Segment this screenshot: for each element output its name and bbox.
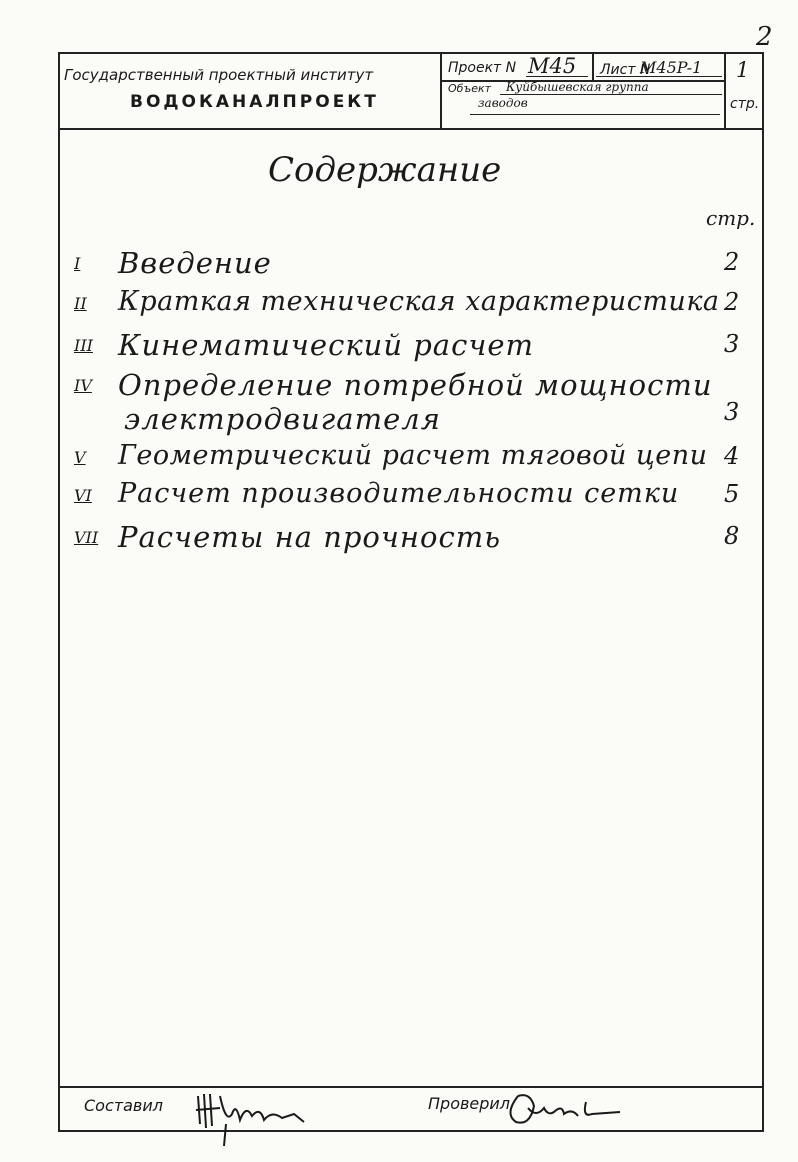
project-value: M45: [528, 54, 577, 78]
sheet-corner-number: 2: [756, 22, 773, 52]
object-value-line2: заводов: [478, 96, 528, 110]
page-label: стр.: [730, 96, 760, 112]
toc-item: [74, 286, 754, 326]
toc-item: [74, 478, 754, 518]
toc-item: [74, 520, 754, 560]
toc-item-number: V: [74, 448, 86, 467]
toc-item-page: 2: [724, 248, 740, 276]
title-block-bottom-line: [58, 128, 764, 130]
toc-item-text: Определение потребной мощности: [118, 368, 713, 402]
footer-line: [58, 1086, 764, 1088]
object-value-line1: Куйбышевская группа: [506, 80, 649, 94]
toc-item-page: 3: [724, 330, 740, 358]
toc-item-text: Краткая техническая характеристика: [118, 286, 720, 317]
toc-item-text: Расчет производительности сетки: [118, 478, 680, 509]
toc-item-number: III: [74, 336, 93, 355]
checked-by-signature: [500, 1084, 630, 1134]
toc-item-number: II: [74, 294, 87, 313]
toc-item-text: Введение: [118, 246, 272, 280]
toc-item-number: I: [74, 254, 81, 273]
institute-name: Государственный проектный институт: [64, 66, 374, 84]
toc-item-number: VI: [74, 486, 92, 505]
toc-item-text: Расчеты на прочность: [118, 520, 502, 554]
toc-page-column-label: стр.: [706, 206, 756, 230]
toc-item-text: Кинематический расчет: [118, 328, 535, 362]
toc-item-page: 5: [724, 480, 740, 508]
checked-by-label: Проверил: [428, 1094, 511, 1113]
institute-title: ВОДОКАНАЛПРОЕКТ: [130, 92, 379, 112]
toc-title: Содержание: [268, 150, 502, 190]
sheet-label: Лист N: [600, 62, 651, 78]
toc-item-page: 3: [724, 398, 740, 426]
sheet-value: M45P-1: [640, 58, 703, 77]
compiled-by-signature: [190, 1084, 320, 1148]
toc-item-number: VII: [74, 528, 99, 547]
object-underline-1: [500, 94, 722, 95]
toc-item-page: 4: [724, 442, 740, 470]
toc-item-number: IV: [74, 376, 92, 395]
toc-item-page: 2: [724, 288, 740, 316]
toc-item-page: 8: [724, 522, 740, 550]
object-underline-2: [470, 114, 720, 115]
project-label: Проект N: [448, 60, 517, 76]
compiled-by-label: Составил: [84, 1096, 163, 1115]
toc-item-text-continuation: электродвигателя: [124, 402, 441, 436]
title-block-sheet-divider: [592, 52, 594, 80]
page-value: 1: [736, 58, 750, 82]
toc-item: [74, 246, 754, 286]
toc-item: [74, 328, 754, 368]
toc-item-text: Геометрический расчет тяговой цепи: [118, 440, 708, 471]
drawing-frame: [58, 52, 764, 1132]
toc-item: [74, 440, 754, 480]
object-label: Объект: [448, 82, 492, 95]
title-block-page-divider: [724, 52, 726, 128]
title-block-divider: [440, 52, 442, 128]
toc-item: [74, 368, 754, 442]
